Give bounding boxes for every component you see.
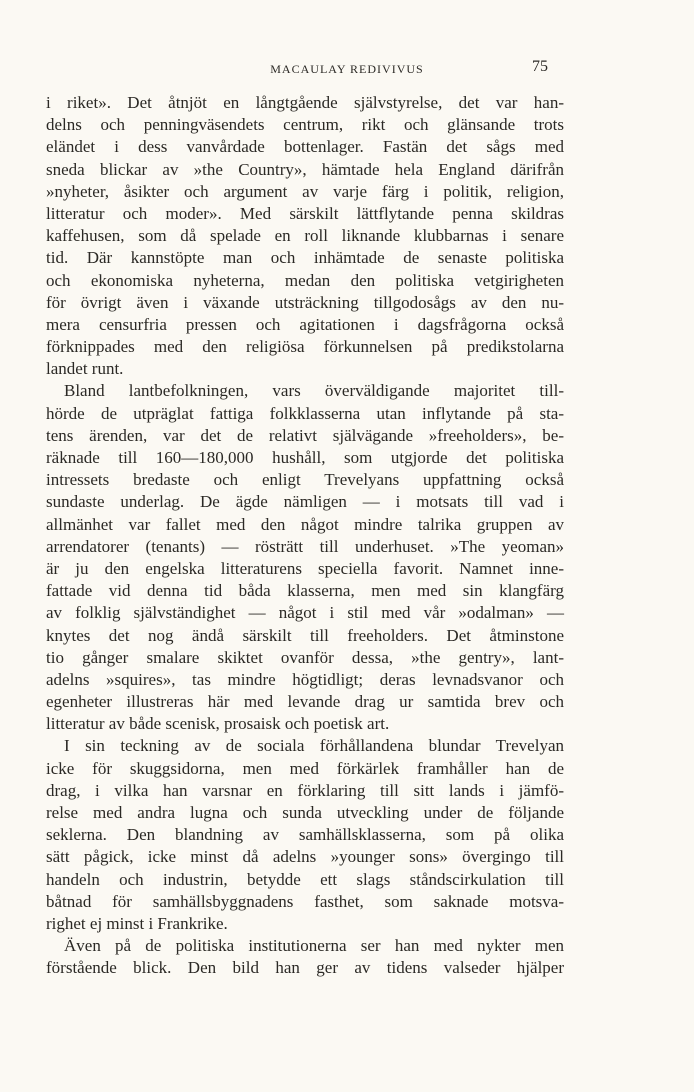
text-line: eländet i dess vanvårdade bottenlager. Fastän det sågs med — [46, 137, 564, 157]
text-line: sätt pågick, icke minst då adelns »younger sons» övergingo till — [46, 847, 564, 867]
running-head: MACAULAY REDIVIVUS — [270, 62, 424, 76]
text-line: är ju den engelska litteraturens speciella favorit. Namnet inne- — [46, 558, 564, 578]
text-line: för övrigt även i växande utsträckning tillgodosågs av den nu- — [46, 292, 564, 312]
text-line: förstående blick. Den bild han ger av tidens valseder hjälper — [46, 958, 564, 978]
text-line: tio gånger smalare skiktet ovanför dessa, »the gentry», lant- — [46, 647, 564, 667]
text-line: fattade vid denna tid båda klasserna, men med sin klangfärg — [46, 581, 564, 601]
text-line: adelns »squires», tas mindre högtidligt; deras levnadsvanor och — [46, 669, 564, 689]
page-number: 75 — [532, 58, 548, 75]
text-line: i riket». Det åtnjöt en långtgående självstyrelse, det var han- — [46, 93, 564, 112]
text-line: drag, i vilka han varsnar en förklaring till sitt lands i jämfö- — [46, 780, 564, 800]
text-line: litteratur av både scenisk, prosaisk och poetisk art. — [46, 714, 390, 734]
text-line: landet runt. — [46, 359, 124, 379]
text-line: allmänhet var fallet med den något mindre talrika gruppen av — [46, 514, 564, 534]
text-line: handeln och industrin, betydde ett slags ståndscirkulation till — [46, 869, 564, 889]
text-line: relse med andra lugna och sunda utveckling under de följande — [46, 803, 564, 822]
text-line: delns och penningväsendets centrum, rikt och glänsande trots — [46, 115, 564, 135]
text-line: arrendatorer (tenants) — rösträtt till underhuset. »The yeoman» — [46, 536, 564, 556]
text-line: tid. Där kannstöpte man och inhämtade de senaste politiska — [46, 248, 564, 268]
text-line: Bland lantbefolkningen, vars överväldigande majoritet till- — [64, 381, 564, 401]
text-line: av folklig självständighet — något i stil med vår »odalman» — — [46, 603, 564, 623]
text-line: förknippades med den religiösa förkunnelsen på predikstolarna — [46, 337, 564, 357]
text-line: intressets bredaste och enligt Trevelyans uppfattning också — [46, 470, 564, 490]
text-line: hörde de utpräglat fattiga folkklasserna utan inflytande på sta- — [46, 403, 564, 423]
text-line: tens ärenden, var det de relativt självägande »freeholders», be- — [46, 425, 564, 445]
text-line: righet ej minst i Frankrike. — [46, 913, 228, 933]
text-line: mera censurfria pressen och agitationen i dagsfrågorna också — [46, 314, 564, 334]
text-line: och ekonomiska nyheterna, medan den politiska vetgirigheten — [46, 270, 564, 290]
text-line: egenheter illustreras här med levande drag ur samtida brev och — [46, 692, 564, 712]
text-line: knytes det nog ändå särskilt till freeholders. Det åtminstone — [46, 625, 564, 645]
text-line: Även på de politiska institutionerna ser han med nykter men — [64, 936, 564, 956]
text-line: räknade till 160—180,000 hushåll, som utgjorde det politiska — [46, 448, 564, 467]
text-line: I sin teckning av de sociala förhållandena blundar Trevelyan — [64, 736, 564, 756]
text-line: icke för skuggsidorna, men med förkärlek framhåller han de — [46, 758, 564, 778]
text-line: seklerna. Den blandning av samhällsklasserna, som på olika — [46, 825, 564, 845]
text-line: sneda blickar av »the Country», hämtade hela England därifrån — [46, 159, 564, 179]
text-line: »nyheter, åsikter och argument av varje färg i politik, religion, — [46, 181, 564, 201]
text-line: sundaste underlag. De ägde nämligen — i motsats till vad i — [46, 492, 564, 512]
text-line: båtnad för samhällsbyggnadens fasthet, som saknade motsva- — [46, 891, 564, 911]
text-line: litteratur och moder». Med särskilt lättflytande penna skildras — [46, 203, 564, 223]
text-line: kaffehusen, som då spelade en roll liknande klubbarnas i senare — [46, 226, 564, 246]
body-text — [46, 92, 564, 980]
